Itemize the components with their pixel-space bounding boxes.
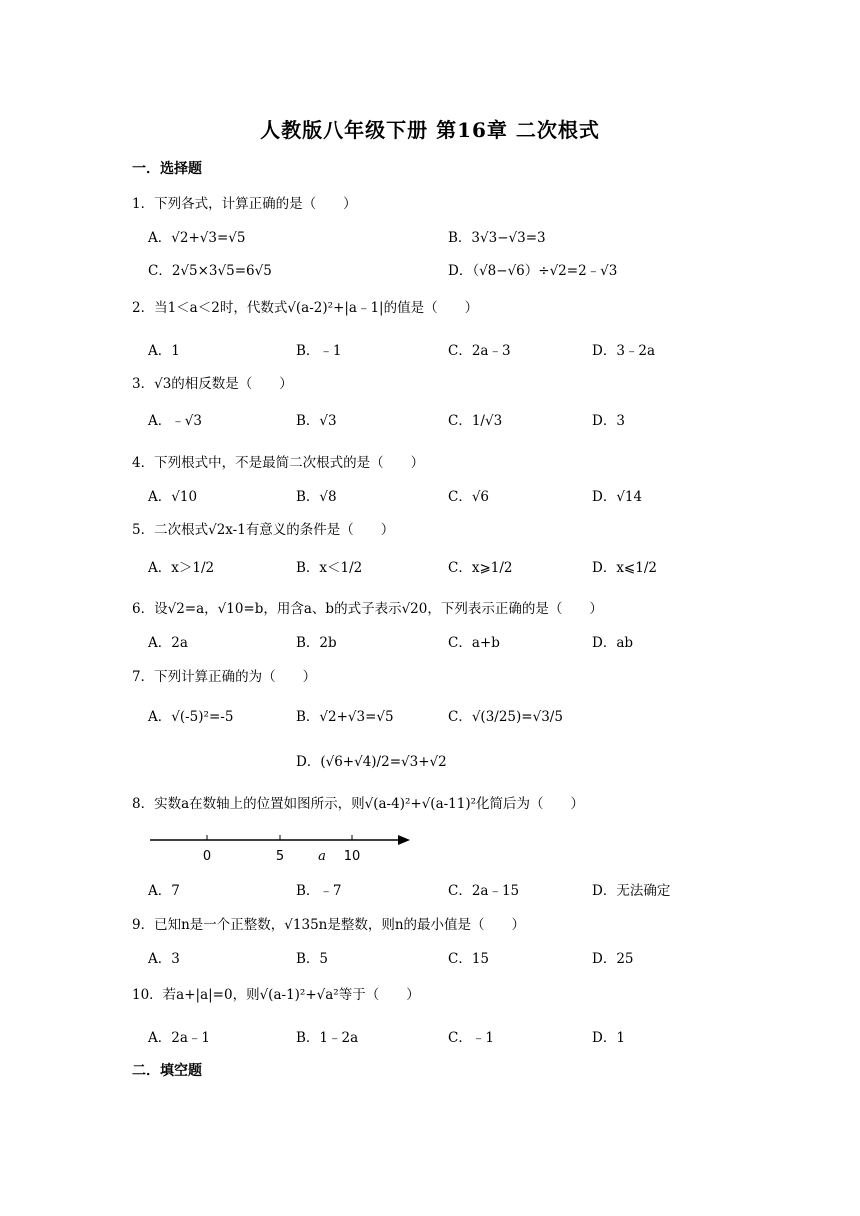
question-2-option-c: C．2a﹣3 (448, 343, 511, 359)
question-4-option-c: C．√6 (448, 489, 490, 505)
question-5-option-a: A．x＞1/2 (148, 560, 215, 576)
question-6-option-c: C．a+b (448, 635, 500, 651)
section-heading-choice: 一．选择题 (132, 161, 202, 177)
label-10: 10 (343, 849, 361, 864)
question-4-option-a: A．√10 (148, 489, 198, 505)
question-6-option-a: A．2a (148, 635, 188, 651)
question-7-stem: 7．下列计算正确的为（ ） (132, 669, 317, 685)
question-5-option-d: D．x⩽1/2 (592, 560, 657, 576)
question-7-option-d: D．(√6+√4)/2=√3+√2 (296, 754, 447, 770)
question-5-option-b: B．x＜1/2 (296, 560, 363, 576)
question-9-option-a: A．3 (148, 951, 180, 967)
question-1-stem: 1．下列各式，计算正确的是（ ） (132, 196, 357, 212)
question-3-stem: 3．√3的相反数是（ ） (132, 376, 293, 392)
question-3-option-c: C．1/√3 (448, 413, 503, 429)
question-3-option-a: A．﹣√3 (148, 413, 202, 429)
question-6-stem: 6．设√2=a，√10=b，用含a、b的式子表示√20，下列表示正确的是（ ） (132, 601, 603, 617)
question-8-stem: 8．实数a在数轴上的位置如图所示，则√(a-4)²+√(a-11)²化简后为（ ） (132, 796, 585, 812)
question-3-option-b: B．√3 (296, 413, 337, 429)
section-heading-fill-in: 二．填空题 (132, 1063, 202, 1079)
question-5-stem: 5．二次根式√2x-1有意义的条件是（ ） (132, 522, 395, 538)
question-9-stem: 9．已知n是一个正整数，√135n是整数，则n的最小值是（ ） (132, 917, 526, 933)
question-4-stem: 4．下列根式中，不是最简二次根式的是（ ） (132, 455, 425, 471)
question-8-option-c: C．2a﹣15 (448, 883, 520, 899)
question-1-option-b: B．3√3−√3=3 (448, 230, 546, 246)
question-9-option-d: D．25 (592, 951, 634, 967)
question-8-option-d: D．无法确定 (592, 883, 671, 899)
question-10-option-a: A．2a﹣1 (148, 1030, 210, 1046)
number-line-figure (148, 828, 418, 868)
question-4-option-b: B．√8 (296, 489, 337, 505)
question-2-option-a: A．1 (148, 343, 180, 359)
question-1-option-c: C．2√5×3√5=6√5 (148, 263, 272, 279)
question-10-option-b: B．1﹣2a (296, 1030, 359, 1046)
question-7-option-b: B．√2+√3=√5 (296, 709, 394, 725)
question-3-option-d: D．3 (592, 413, 625, 429)
question-2-option-b: B．﹣1 (296, 343, 342, 359)
question-2-option-d: D．3﹣2a (592, 343, 656, 359)
question-7-option-c: C．√(3/25)=√3/5 (448, 709, 563, 725)
question-1-option-d: D．（√8−√6）÷√2=2﹣√3 (448, 263, 618, 279)
question-10-option-d: D．1 (592, 1030, 625, 1046)
question-9-option-c: C．15 (448, 951, 490, 967)
question-7-option-a: A．√(-5)²=-5 (148, 709, 234, 725)
label-0: 0 (202, 849, 212, 864)
question-9-option-b: B．5 (296, 951, 329, 967)
question-2-stem: 2．当1＜a＜2时，代数式√(a-2)²+|a﹣1|的值是（ ） (132, 300, 479, 316)
question-6-option-d: D．ab (592, 635, 634, 651)
question-10-option-c: C．﹣1 (448, 1030, 494, 1046)
question-5-option-c: C．x⩾1/2 (448, 560, 513, 576)
label-5: 5 (275, 849, 285, 864)
question-8-option-a: A．7 (148, 883, 180, 899)
question-4-option-d: D．√14 (592, 489, 643, 505)
question-6-option-b: B．2b (296, 635, 337, 651)
question-10-stem: 10．若a+|a|=0，则√(a-1)²+√a²等于（ ） (132, 987, 420, 1003)
question-8-option-b: B．﹣7 (296, 883, 342, 899)
label-a: a (318, 849, 326, 864)
page-title: 人教版八年级下册 第16章 二次根式 (260, 118, 600, 142)
number-line-arrow (398, 835, 410, 845)
question-1-option-a: A．√2+√3=√5 (148, 230, 246, 246)
